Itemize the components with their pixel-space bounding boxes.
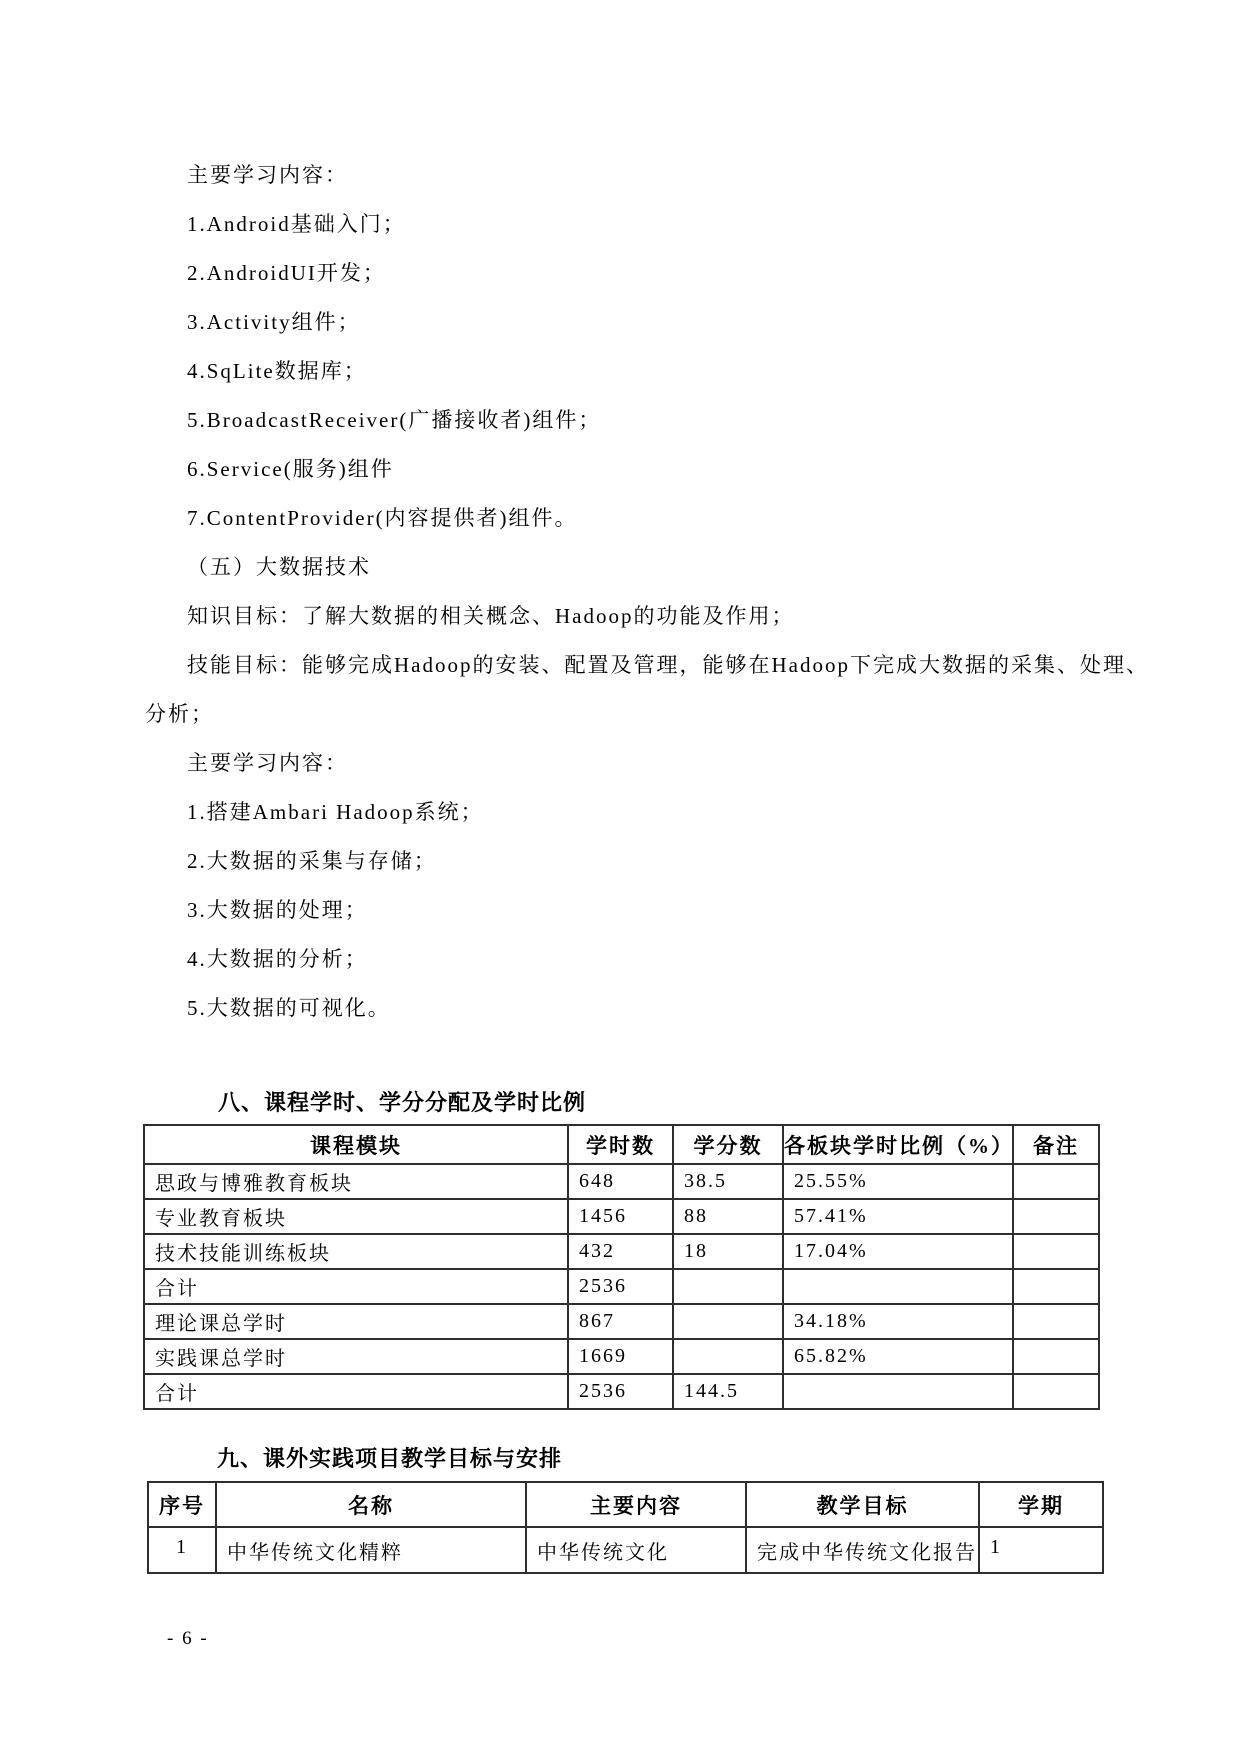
cell-ratio: 57.41% (783, 1199, 1013, 1234)
header-cell-ratio: 各板块学时比例（%） (783, 1125, 1013, 1164)
table-row (144, 1234, 1099, 1269)
header-cell-semester: 学期 (979, 1482, 1103, 1527)
cell-ratio (783, 1374, 1013, 1409)
cell-module: 理论课总学时 (144, 1304, 568, 1339)
cell-hours: 648 (568, 1164, 673, 1199)
cell-credits: 18 (673, 1234, 783, 1269)
header-cell-module: 课程模块 (144, 1125, 568, 1164)
paragraph-line: 5.BroadcastReceiver(广播接收者)组件； (187, 408, 602, 432)
paragraph-line: 2.AndroidUI开发； (187, 261, 386, 285)
cell-module: 合计 (144, 1269, 568, 1304)
cell-credits: 88 (673, 1199, 783, 1234)
paragraph-line: 5.大数据的可视化。 (187, 996, 391, 1020)
cell-module: 思政与博雅教育板块 (144, 1164, 568, 1199)
cell-remarks (1013, 1269, 1099, 1304)
cell-hours: 867 (568, 1304, 673, 1339)
paragraph-line: 知识目标：了解大数据的相关概念、Hadoop的功能及作用； (187, 604, 795, 628)
paragraph-line: 3.Activity组件； (187, 310, 361, 334)
paragraph-line: 4.SqLite数据库； (187, 359, 367, 383)
paragraph-line: 6.Service(服务)组件 (187, 457, 394, 481)
header-cell-hours: 学时数 (568, 1125, 673, 1164)
cell-credits: 144.5 (673, 1374, 783, 1409)
hours-credits-table (143, 1124, 1100, 1410)
section-9-heading: 九、课外实践项目教学目标与安排 (217, 1446, 563, 1471)
cell-hours: 432 (568, 1234, 673, 1269)
cell-credits: 38.5 (673, 1164, 783, 1199)
paragraph-line: 1.搭建Ambari Hadoop系统； (187, 800, 484, 824)
header-cell-name: 名称 (216, 1482, 526, 1527)
table-row (144, 1164, 1099, 1199)
table-header-row (148, 1482, 1103, 1527)
cell-ratio (783, 1269, 1013, 1304)
cell-hours: 2536 (568, 1374, 673, 1409)
cell-remarks (1013, 1164, 1099, 1199)
table-row (144, 1304, 1099, 1339)
cell-module: 实践课总学时 (144, 1339, 568, 1374)
cell-remarks (1013, 1339, 1099, 1374)
paragraph-line: 1.Android基础入门； (187, 212, 406, 236)
cell-ratio: 17.04% (783, 1234, 1013, 1269)
header-cell-goal: 教学目标 (746, 1482, 979, 1527)
cell-hours: 2536 (568, 1269, 673, 1304)
table-row (144, 1199, 1099, 1234)
cell-hours: 1669 (568, 1339, 673, 1374)
body-text (145, 151, 1149, 1033)
cell-remarks (1013, 1234, 1099, 1269)
cell-ratio: 34.18% (783, 1304, 1013, 1339)
paragraph-line: 主要学习内容： (187, 163, 348, 187)
table-row (148, 1527, 1103, 1573)
cell-module: 合计 (144, 1374, 568, 1409)
cell-semester: 1 (979, 1527, 1103, 1573)
cell-module: 专业教育板块 (144, 1199, 568, 1234)
cell-ratio: 25.55% (783, 1164, 1013, 1199)
header-cell-remarks: 备注 (1013, 1125, 1099, 1164)
section-8-heading: 八、课程学时、学分分配及学时比例 (218, 1090, 587, 1115)
cell-remarks (1013, 1304, 1099, 1339)
paragraph-line: （五）大数据技术 (187, 555, 371, 579)
paragraph-line: 4.大数据的分析； (187, 947, 368, 971)
cell-ratio: 65.82% (783, 1339, 1013, 1374)
table-row (144, 1339, 1099, 1374)
header-cell-content: 主要内容 (526, 1482, 746, 1527)
paragraph-line: 主要学习内容： (187, 751, 348, 775)
cell-credits (673, 1269, 783, 1304)
table-row (144, 1374, 1099, 1409)
paragraph-line: 技能目标：能够完成Hadoop的安装、配置及管理，能够在Hadoop下完成大数据的采集、处理、 (187, 653, 1149, 677)
cell-index: 1 (148, 1527, 216, 1573)
paragraph-line: 3.大数据的处理； (187, 898, 368, 922)
paragraph-line: 2.大数据的采集与存储； (187, 849, 437, 873)
extracurricular-projects-table (147, 1481, 1104, 1574)
cell-goal: 完成中华传统文化报告 (746, 1527, 979, 1573)
table-row (144, 1269, 1099, 1304)
cell-remarks (1013, 1199, 1099, 1234)
cell-remarks (1013, 1374, 1099, 1409)
cell-hours: 1456 (568, 1199, 673, 1234)
header-cell-credits: 学分数 (673, 1125, 783, 1164)
cell-credits (673, 1304, 783, 1339)
paragraph-line-wrap: 分析； (145, 702, 214, 726)
cell-name: 中华传统文化精粹 (216, 1527, 526, 1573)
table-header-row (144, 1125, 1099, 1164)
cell-credits (673, 1339, 783, 1374)
header-cell-index: 序号 (148, 1482, 216, 1527)
cell-module: 技术技能训练板块 (144, 1234, 568, 1269)
cell-content: 中华传统文化 (526, 1527, 746, 1573)
page-number: - 6 - (167, 1628, 209, 1649)
paragraph-line: 7.ContentProvider(内容提供者)组件。 (187, 506, 578, 530)
